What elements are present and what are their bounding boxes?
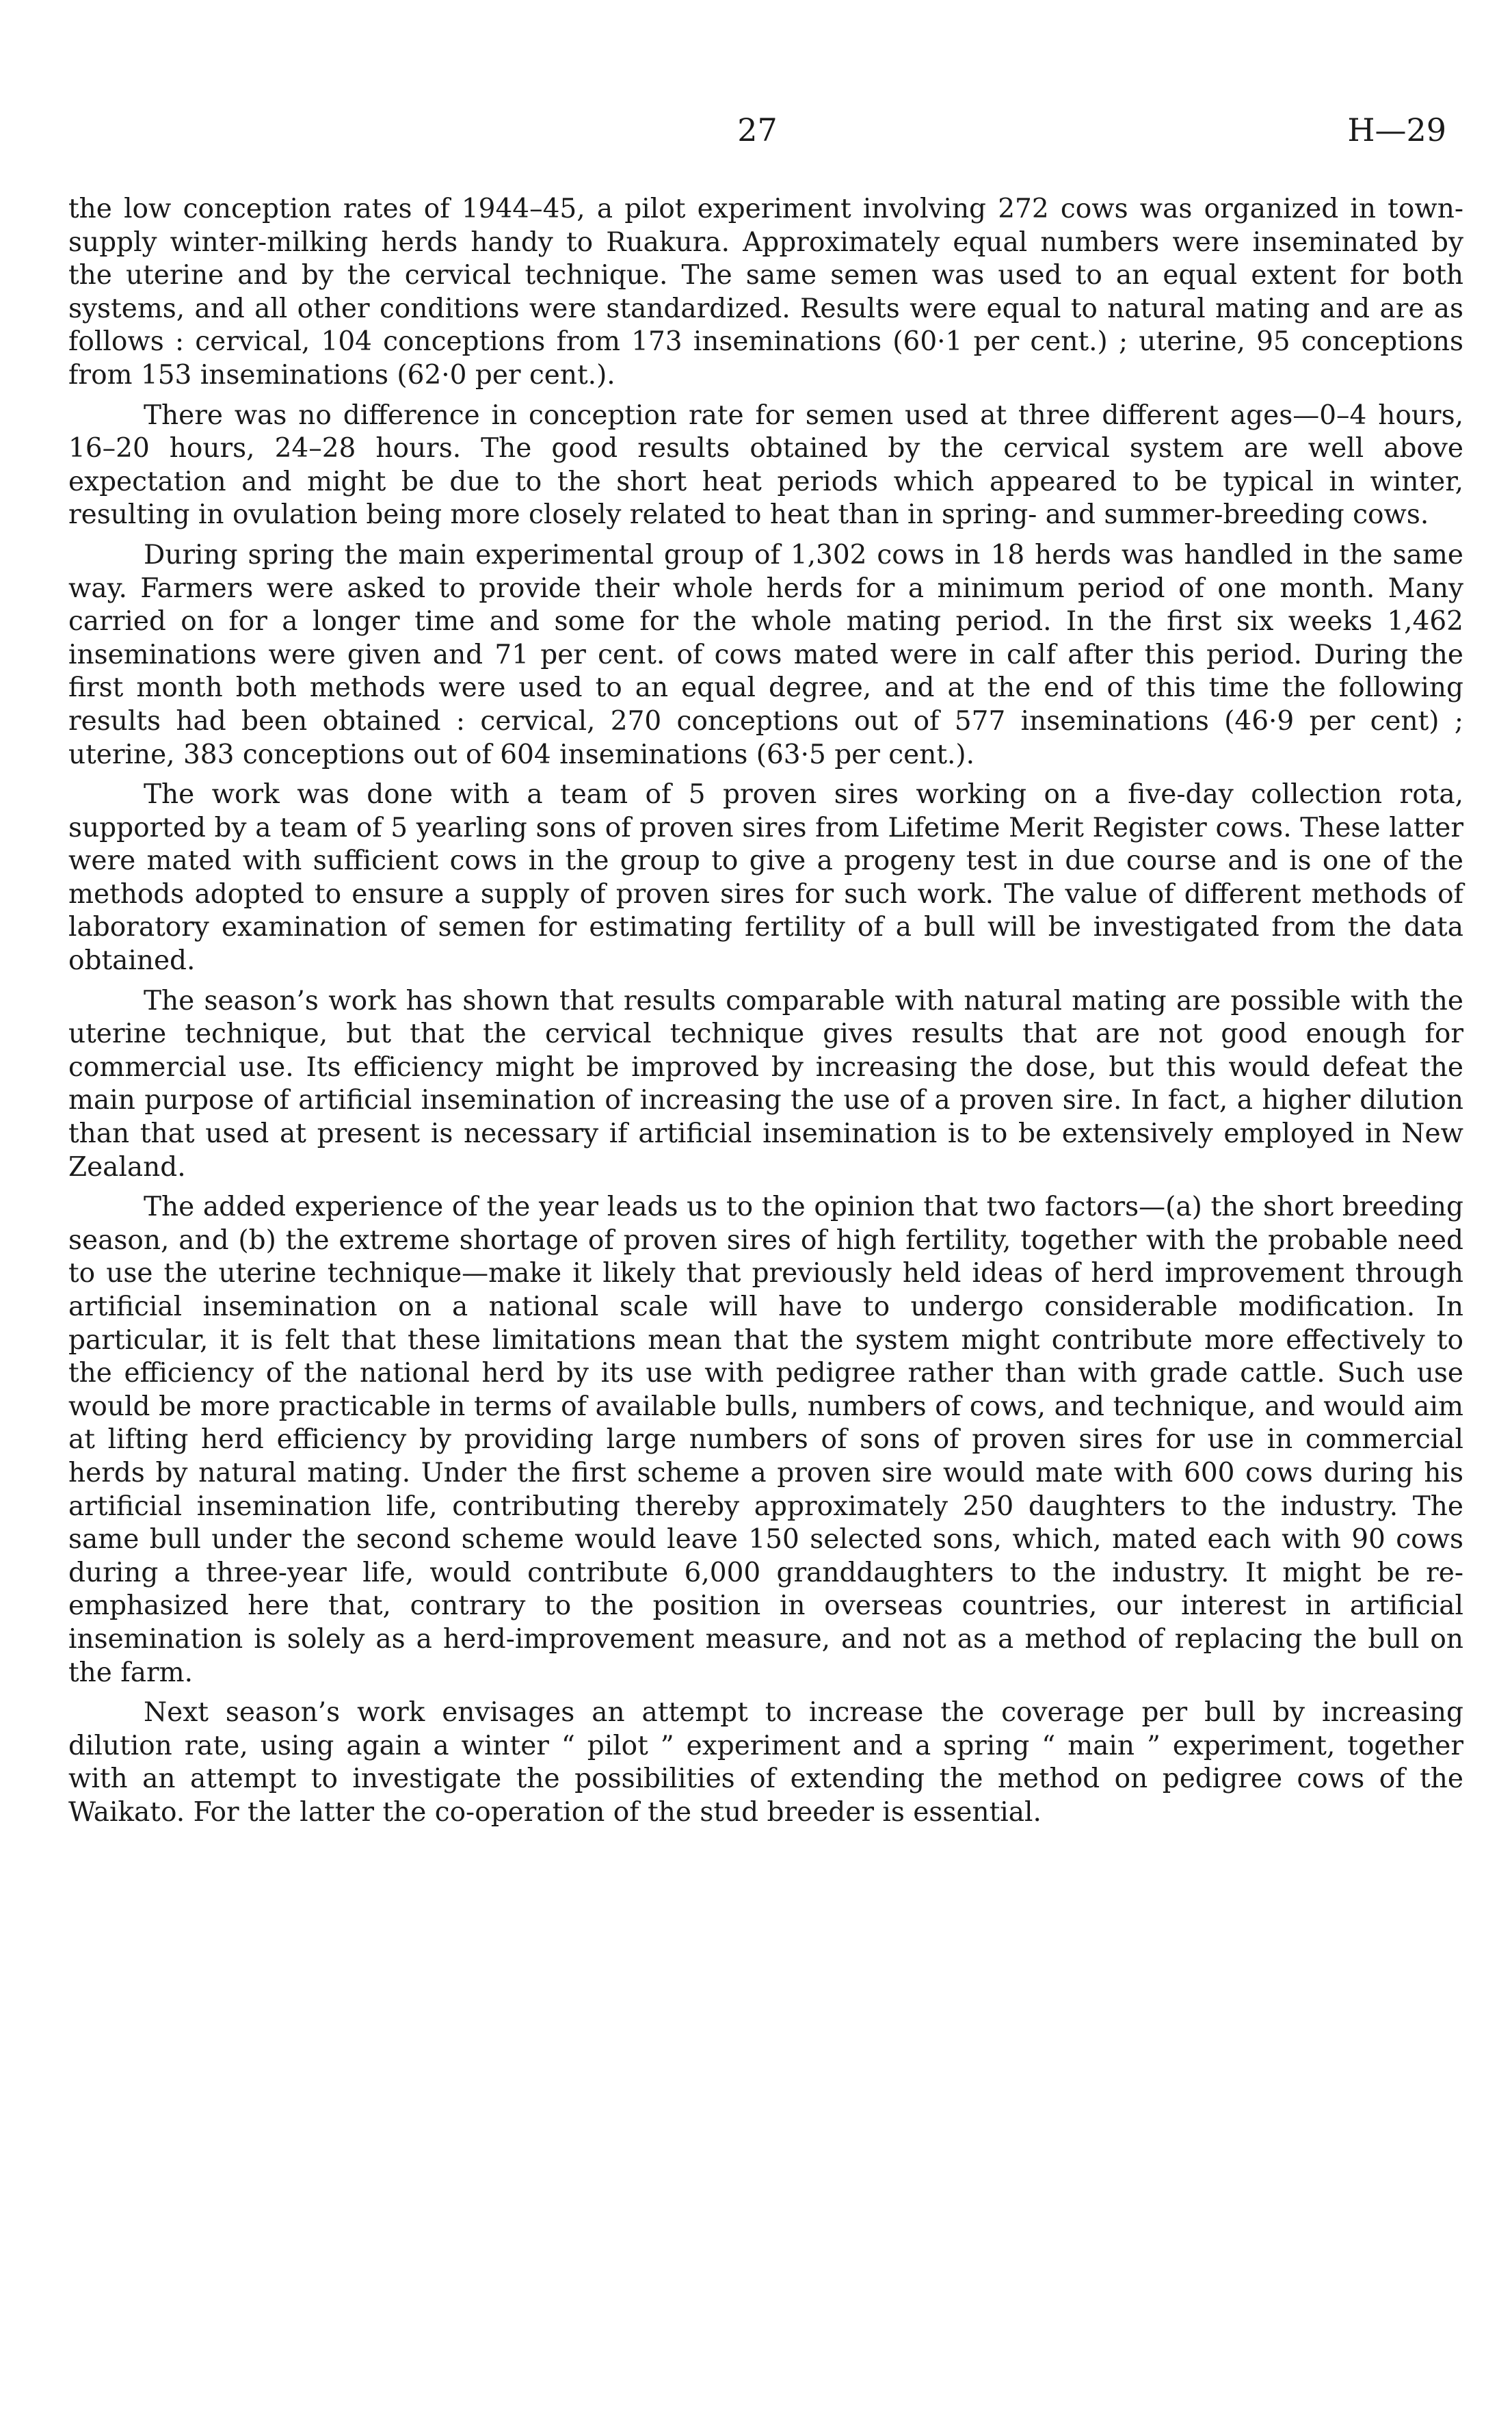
body-text — [68, 193, 1463, 1837]
paragraph-proven-sires-team: The work was done with a team of 5 proven sires working on a five-day collection rota, supported by a team of 5 yearling sons of proven sires from Lifetime Merit Register cows. These latter were mated with sufficient cows in the group to give a progeny test in due course and is one of the methods adopted to ensure a supply of proven sires for such work. The value of different methods of laboratory examination of semen for estimating fertility of a bull will be investigated from the data obtained. — [68, 779, 1463, 977]
paragraph-season-results: The season’s work has shown that results comparable with natural mating are possible with the uterine technique, but that the cervical technique gives results that are not good enough for commercial use. Its efficiency might be improved by increasing the dose, but this would defeat the main purpose of artificial insemination of increasing the use of a proven sire. In fact, a higher dilution than that used at present is necessary if artificial insemination is to be extensively employed in New Zealand. — [68, 985, 1463, 1183]
paragraph-next-season: Next season’s work envisages an attempt to increase the coverage per bull by increasing dilution rate, using again a winter “ pilot ” experiment and a spring “ main ” experiment, together with an attempt to investigate the possibilities of extending the method on pedigree cows of the Waikato. For the latter the co-operation of the stud breeder is essential. — [68, 1697, 1463, 1828]
paragraph-added-experience: The added experience of the year leads us to the opinion that two factors—(a) the short breeding season, and (b) the extreme shortage of proven sires of high fertility, together with the probable need to use the uterine technique—make it likely that previously held ideas of herd improvement through artificial insemination on a national scale will have to undergo considerable modification. In particular, it is felt that these limitations mean that the system might contribute more effectively to the efficiency of the national herd by its use with pedigree rather than with grade cattle. Such use would be more practicable in terms of available bulls, numbers of cows, and technique, and would aim at lifting herd efficiency by providing large numbers of sons of proven sires for use in commercial herds by natural mating. Under the first scheme a proven sire would mate with 600 cows during his artificial insemination life, contributing thereby approximately 250 daughters to the industry. The same bull under the second scheme would leave 150 selected sons, which, mated each with 90 cows during a three-year life, would contribute 6,000 granddaughters to the industry. It might be re-emphasized here that, contrary to the position in overseas countries, our interest in artificial insemination is solely as a herd-improvement measure, and not as a method of replacing the bull on the farm. — [68, 1192, 1463, 1688]
page-number: 27 — [737, 111, 778, 148]
paragraph-continuation: the low conception rates of 1944–45, a pilot experiment involving 272 cows was organized in town-supply winter-milking herds handy to Ruakura. Approximately equal numbers were inseminated by the uterine and by the cervical technique. The same semen was used to an equal extent for both systems, and all other conditions were standardized. Results were equal to natural mating and are as follows : cervical, 104 conceptions from 173 inseminations (60·1 per cent.) ; uterine, 95 conceptions from 153 inseminations (62·0 per cent.). — [68, 194, 1463, 391]
paragraph-spring-group: During spring the main experimental group of 1,302 cows in 18 herds was handled in the same way. Farmers were asked to provide their whole herds for a minimum period of one month. Many carried on for a longer time and some for the whole mating period. In the first six weeks 1,462 inseminations were given and 71 per cent. of cows mated were in calf after this period. During the first month both methods were used to an equal degree, and at the end of this time the following results had been obtained : cervical, 270 conceptions out of 577 inseminations (46·9 per cent) ; uterine, 383 conceptions out of 604 inseminations (63·5 per cent.). — [68, 539, 1463, 770]
paragraph-semen-age: There was no difference in conception rate for semen used at three different ages—0–4 hours, 16–20 hours, 24–28 hours. The good results obtained by the cervical system are well above expectation and might be due to the short heat periods which appeared to be typical in winter, resulting in ovulation being more closely related to heat than in spring- and summer-breeding cows. — [68, 399, 1463, 531]
document-reference: H—29 — [1347, 111, 1446, 148]
page-header — [68, 109, 1446, 150]
